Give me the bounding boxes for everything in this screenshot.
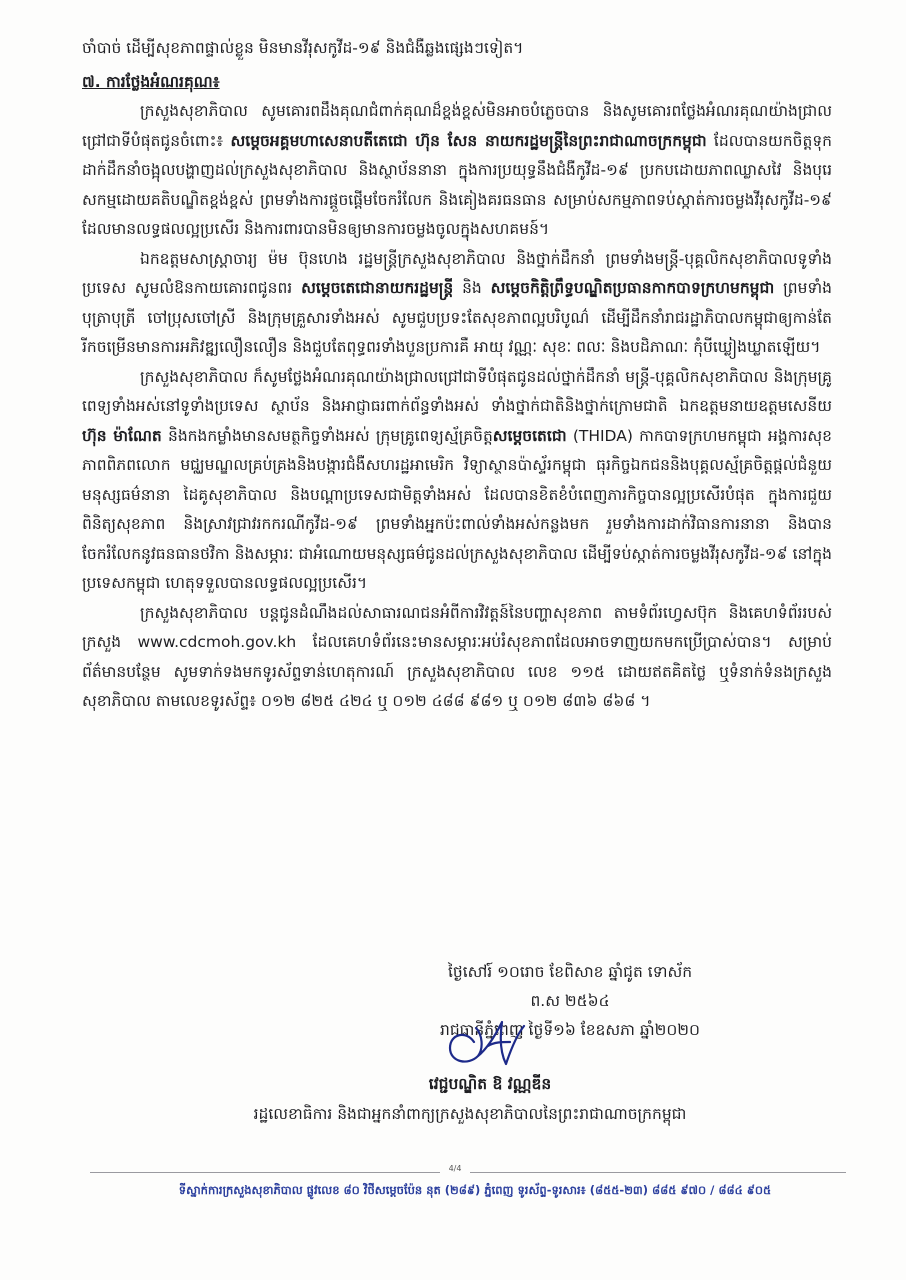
section-heading: ៧. ការថ្លែងអំណរគុណ៖ [82,72,220,91]
prime-minister-title: សម្តេចតេជោនាយករដ្ឋមន្ត្រី [301,279,454,297]
paragraph-text: និងកងកម្លាំងមានសមត្ថកិច្ចទាំងអស់ ក្រុមគ្រូពេទ្យស្ម័គ្រចិត្ត [161,426,493,445]
paragraph-text: ដែលបានយកចិត្តទុកដាក់ដឹកនាំចង្អុលបង្ហាញដល់ក្រសួងសុខាភិបាល និងស្ថាប័ននានា ក្នុងការប្រយុទ្ធនឹងជំងឺកូវីដ-១៩ ប្រកបដោយភាពឈ្លាសវៃ និងបុរេសកម្មដោយគតិបណ្ឌិតខ្ពង់ខ្ពស់ ព្រមទាំងការផ្តួចផ្តើមចែករំលែក និងគៀងគរធនធាន សម្រាប់សកម្មភាពទប់ស្កាត់ការចម្លងវីរុសកូវីដ-១៩ ដែលមានលទ្ធផលល្អប្រសើរ និងការពារបានមិនឲ្យមានការចម្លងចូលក្នុងសហគមន៍។ [82,131,832,238]
footer-address: ទីស្នាក់ការក្រសួងសុខាភិបាល ផ្លូវលេខ ៨០ វិថីសម្តេចប៉ែន នុត (២៨៩) ភ្នំពេញ ទូរស័ព្ទ-ទូរសារ៖ (៨៥៥-២៣) ៨៨៥ ៩៧០ / ៨៨៤ ៩០៥ [178,1183,772,1197]
paragraph-text: ឯកឧត្តមសាស្ត្រាចារ្យ ម៉ម ប៊ុនហេង រដ្ឋមន្ត្រីក្រសួងសុខាភិបាល និងថ្នាក់ដឹកនាំ ព្រមទាំងមន្ត្រី-បុគ្គលិកសុខាភិបាលទូទាំងប្រទេស សូមលំឱនកាយគោរពជូនពរ [82,249,832,297]
solar-date: រាជធានីភ្នំពេញ ថ្ងៃទី១៦ ខែឧសភា ឆ្នាំ២០២០ [440,1021,700,1039]
lunar-date: ថ្ងៃសៅរ៍ ១០រោច ខែពិសាខ ឆ្នាំជូត ទោស័ក ព.ស ២៥៦៤ [447,963,693,1010]
signer-name: វេជ្ជបណ្ឌិត ឱ វណ្ណឌីន [428,1075,552,1093]
paragraph-text: និង [453,279,491,297]
acknowledgement-paragraph-3 [82,363,832,599]
document-body [82,34,832,717]
acknowledgement-paragraph-2 [82,245,832,363]
red-cross-president-title: សម្តេចកិត្តិព្រឹទ្ធបណ្ឌិតប្រធានកាកបាទក្រហមកម្ពុជា [490,279,775,297]
paragraph-text: ក្រសួងសុខាភិបាល ក៏សូមថ្លែងអំណរគុណយ៉ាងជ្រាលជ្រៅជាទីបំផុតជូនដល់ថ្នាក់ដឹកនាំ មន្ត្រី-បុគ្គលិកសុខាភិបាល និងក្រុមគ្រូពេទ្យទាំងអស់នៅទូទាំងប្រទេស ស្ថាប័ន និងអាជ្ញាធរពាក់ព័ន្ធទាំងអស់ ទាំងថ្នាក់ជាតិនិងថ្នាក់ក្រោមជាតិ ឯកឧត្តមនាយឧត្តមសេនីយ [82,367,832,415]
signer-title: រដ្ឋលេខាធិការ និងជាអ្នកនាំពាក្យក្រសួងសុខាភិបាលនៃព្រះរាជាណាចក្រកម្ពុជា [253,1105,687,1123]
continuation-line: ចាំបាច់ ដើម្បីសុខភាពផ្ទាល់ខ្លួន មិនមានវីរុសកូវីដ-១៩ និងជំងឺឆ្លងផ្សេងៗទៀត។ [82,39,524,57]
general-name: ហ៊ុន ម៉ាណែត [82,426,162,445]
page-number: 4/4 [440,1164,470,1173]
paragraph-text: ព្រមទាំងបុត្រាបុត្រី ចៅប្រុសចៅស្រី និងក្រុមគ្រួសារទាំងអស់ សូមជួបប្រទះតែសុខភាពល្អបរិបូណ៌ ដើម្បីដឹកនាំរាជរដ្ឋាភិបាលកម្ពុជាឲ្យកាន់តែរីកចម្រើនមានការអភិវឌ្ឍលឿនលឿន និងជួបតែពុទ្ធពរទាំងបួនប្រការគឺ អាយុ វណ្ណៈ សុខៈ ពលៈ និងបដិភាណៈ កុំបីឃ្លៀងឃ្លាតឡើយ។ [82,279,832,356]
acknowledgement-paragraph-1 [82,97,832,245]
paragraph-text: (THIDA) កាកបាទក្រហមកម្ពុជា អង្គការសុខភាពពិភពលោក មជ្ឈមណ្ឌលគ្រប់គ្រងនិងបង្ការជំងឺសហរដ្ឋអាមេរិក វិទ្យាស្ថានប៉ាស្ទ័រកម្ពុជា ធុរកិច្ចឯកជននិងបុគ្គលស្ម័គ្រចិត្តផ្តល់ជំនួយមនុស្សធម៌នានា ដៃគូសុខាភិបាល និងបណ្តាប្រទេសជាមិត្តទាំងអស់ ដែលបានខិតខំបំពេញភារកិច្ចបានល្អប្រសើរបំផុត ក្នុងការជួយពិនិត្យសុខភាព និងស្រាវជ្រាវរកករណីកូវីដ-១៩ ព្រមទាំងអ្នកប៉ះពាល់ទាំងអស់កន្លងមក រួមទាំងការដាក់វិធានការនានា និងបានចែករំលែកនូវធនធានថវិកា និងសម្ភារៈ ជាអំណោយមនុស្សធម៌ជូនដល់ក្រសួងសុខាភិបាល ដើម្បីទប់ស្កាត់ការចម្លងវីរុសកូវីដ-១៩ នៅក្នុងប្រទេសកម្ពុជា ហេតុទទួលបានលទ្ធផលល្អប្រសើរ។ [82,426,832,592]
paragraph-text: ក្រសួងសុខាភិបាល សូមគោរពដឹងគុណជំពាក់គុណដ៏ខ្ពង់ខ្ពស់មិនអាចបំភ្លេចបាន និងសូមគោរពថ្លែងអំណរគុណយ៉ាងជ្រាលជ្រៅជាទីបំផុតជូនចំពោះ៖ [82,102,832,150]
contact-paragraph: ក្រសួងសុខាភិបាល បន្តជូនដំណឹងដល់សាធារណជនអំពីការវិវត្តន៍នៃបញ្ហាសុខភាព តាមទំព័រហ្វេសប៊ុក និងគេហទំព័ររបស់ក្រសួង www.cdcmoh.gov.kh ដែលគេហទំព័រនេះមានសម្ភារៈអប់រំសុខភាពដែលអាចទាញយកមកប្រើប្រាស់បាន។ សម្រាប់ព័ត៌មានបន្ថែម សូមទាក់ទងមកទូរស័ព្ទទាន់ហេតុការណ៍ ក្រសួងសុខាភិបាល លេខ ១១៥ ដោយឥតគិតថ្លៃ ឬទំនាក់ទំនងក្រសួងសុខាភិបាល តាមលេខទូរស័ព្ទ៖ ០១២ ៨២៥ ៤២៤ ឬ ០១២ ៤៨៨ ៩៨១ ឬ ០១២ ៨៣៦ ៨៦៨ ។ [82,603,832,710]
prime-minister-name: សម្តេចអគ្គមហាសេនាបតីតេជោ ហ៊ុន សែន នាយករដ្ឋមន្ត្រីនៃព្រះរាជាណាចក្រកម្ពុជា [230,131,707,150]
samdech-techo-name: សម្តេចតេជោ [492,426,567,445]
handwritten-signature [436,1012,546,1072]
